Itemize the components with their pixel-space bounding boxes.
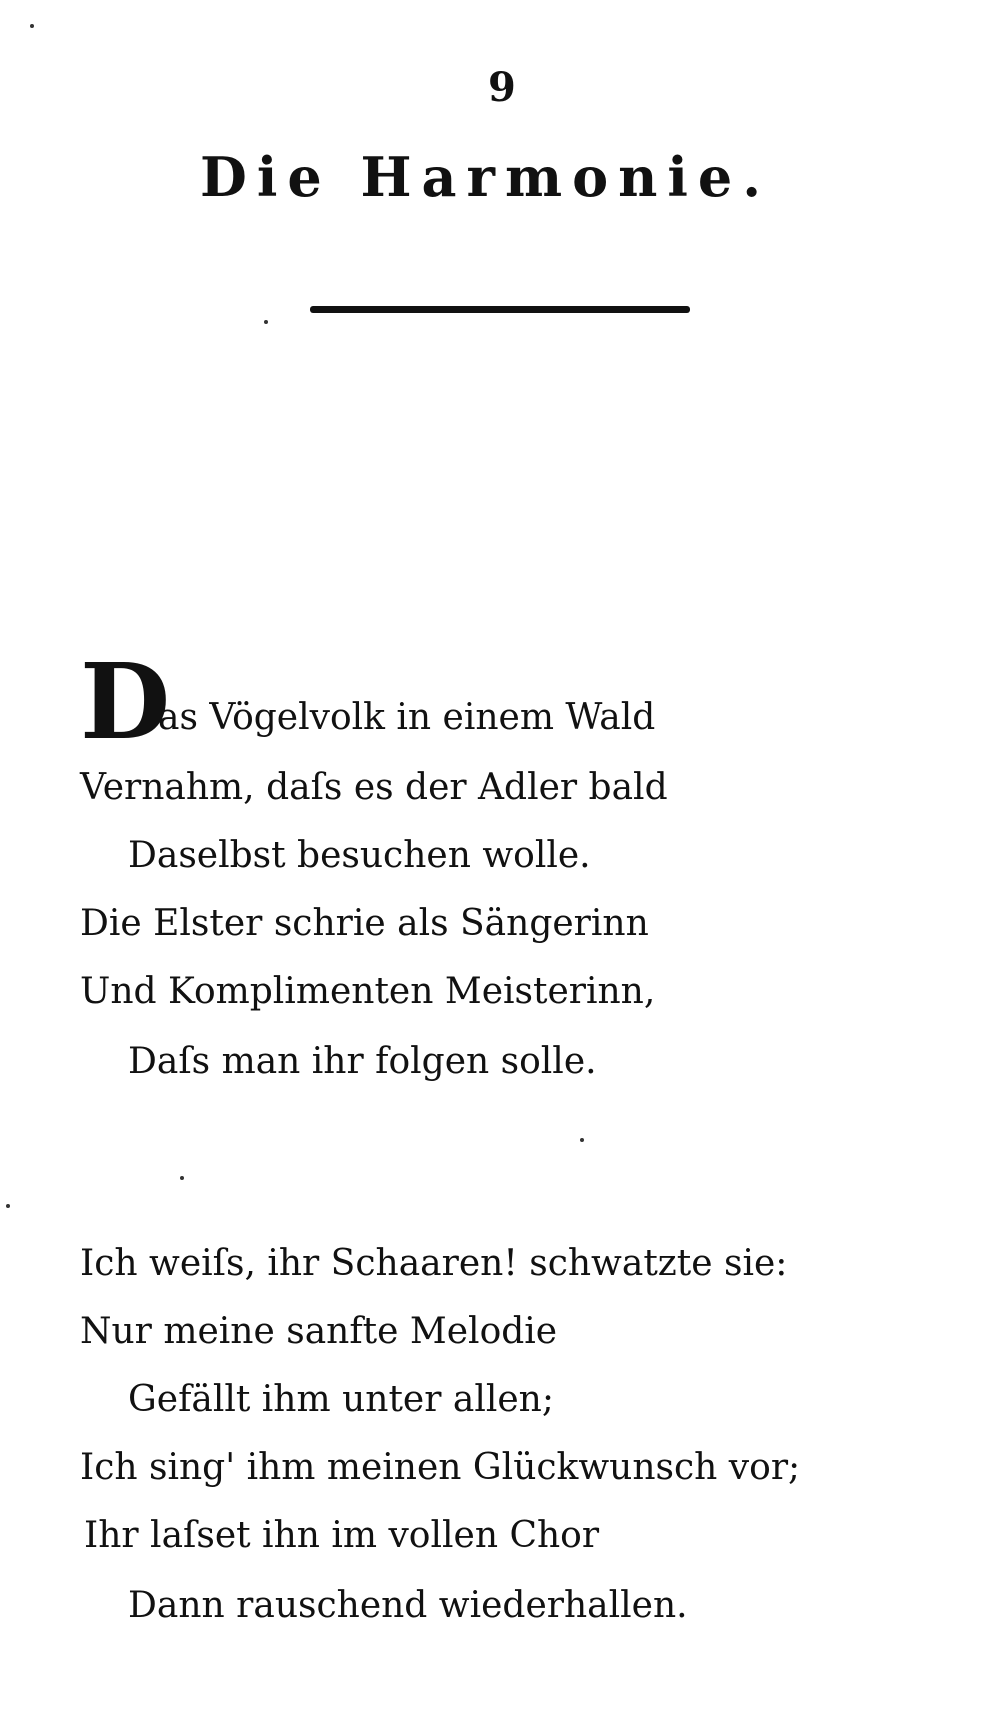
print-speck bbox=[180, 1176, 184, 1180]
page-number: 9 bbox=[488, 64, 516, 111]
verse-line-4: Die Elster schrie als Sängerinn bbox=[80, 903, 649, 944]
print-speck bbox=[264, 320, 268, 324]
verse-line-3: Daselbst besuchen wolle. bbox=[128, 835, 591, 876]
print-speck bbox=[580, 1138, 584, 1142]
print-speck bbox=[30, 24, 34, 28]
title-rule bbox=[310, 306, 690, 313]
print-speck bbox=[6, 1204, 10, 1208]
drop-cap: D bbox=[80, 640, 171, 763]
verse-line-5: Und Komplimenten Meisterinn, bbox=[80, 971, 656, 1012]
verse-line-9: Gefällt ihm unter allen; bbox=[128, 1379, 554, 1420]
verse-line-10: Ich sing' ihm meinen Glückwunsch vor; bbox=[80, 1447, 801, 1488]
verse-line-8: Nur meine sanfte Melodie bbox=[80, 1311, 558, 1352]
verse-line-12: Dann rauschend wiederhallen. bbox=[128, 1585, 688, 1626]
poem-title: Die Harmonie. bbox=[200, 145, 772, 209]
verse-line-7: Ich weiſs, ihr Schaaren! schwatzte sie: bbox=[80, 1243, 788, 1284]
verse-line-6: Daſs man ihr folgen solle. bbox=[128, 1041, 597, 1082]
verse-line-11: Ihr laſset ihn im vollen Chor bbox=[84, 1515, 600, 1556]
verse-line-1: as Vögelvolk in einem Wald bbox=[158, 697, 656, 738]
verse-line-2: Vernahm, daſs es der Adler bald bbox=[80, 767, 668, 808]
